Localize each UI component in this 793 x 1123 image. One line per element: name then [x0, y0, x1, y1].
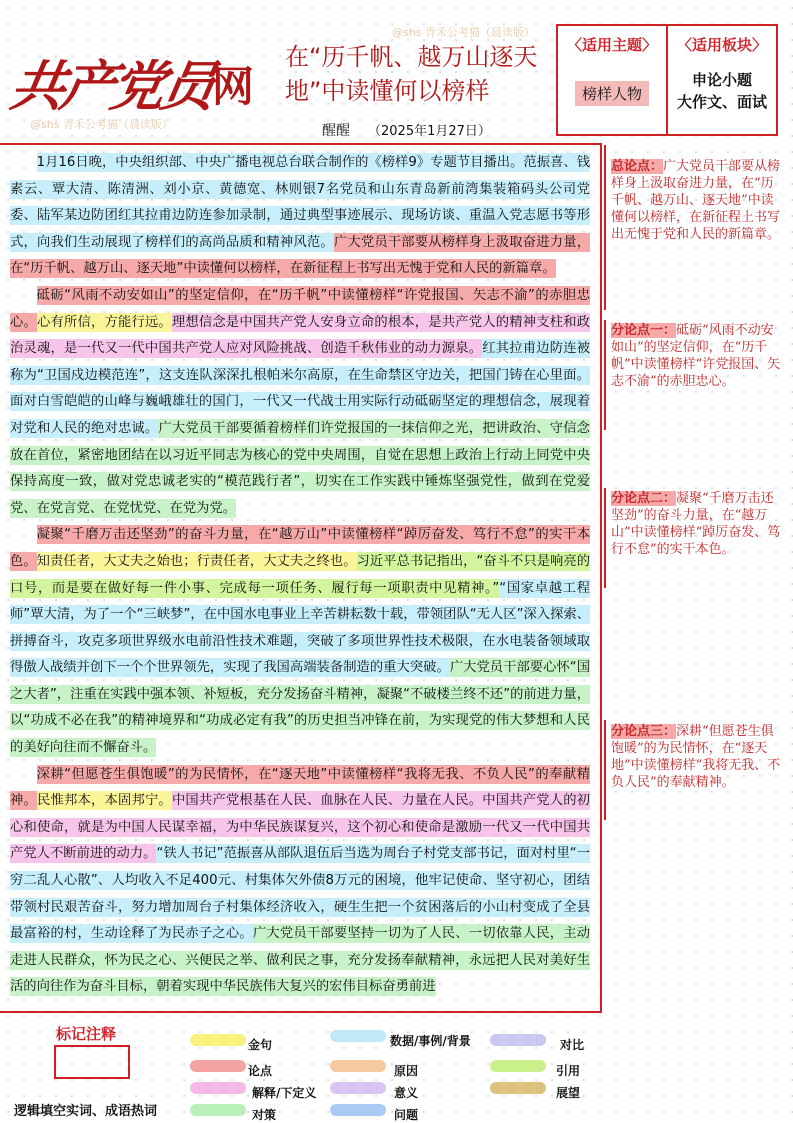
theme-value: 榜样人物: [575, 81, 649, 106]
highlight-fact: 红其拉甫边防连被称为“卫国戍边模范连”，这支连队深深扎根帕米尔高原，在生命禁区守边关，把国门铸在心里面。面对白雪皑皑的山峰与巍峨雄壮的国门，一代又一代战士用实际行动砥砺坚定的理想信念，展现着对党和人民的绝对忠诚。: [10, 341, 591, 436]
legend-label: 对策: [252, 1108, 277, 1122]
legend-label: 对比: [560, 1038, 585, 1052]
legend-note: 逻辑填空实词、成语热词: [14, 1104, 158, 1119]
legend-label: 原因: [394, 1064, 419, 1078]
legend-swatch: [490, 1082, 546, 1094]
paragraph: [10, 283, 590, 522]
watermark-bottom: @shs 青禾公考猫（晨读版）: [30, 118, 173, 131]
sub-point-2-label: 分论点二：: [611, 491, 677, 506]
legend-label: 展望: [556, 1086, 581, 1100]
legend-swatch: [330, 1104, 386, 1116]
summary-label: 总论点：: [611, 159, 664, 174]
legend-swatch: [190, 1034, 246, 1046]
side-divider: [604, 488, 606, 588]
paragraph: [10, 150, 590, 283]
sub-point-1: [611, 322, 781, 390]
board-line-1: 申论小题: [691, 71, 752, 89]
highlight-act: 广大党员干部要心怀“国之大者”，注重在实践中强本领、补短板，充分发扬奋斗精神，凝聚“不破楼兰终不还”的前进力量，以“功成不必在我”的精神境界和“功成必定有我”的历史担当冲锋在前，为实现党的伟大梦想和人民的美好向往而不懈奋斗。: [10, 660, 590, 756]
site-logo: [5, 44, 274, 122]
highlight-act: 广大党员干部要坚持一切为了人民、一切依靠人民，主动走进人民群众，怀为民之心、兴便民之举、做利民之事，充分发扬奉献精神，永远把人民对美好生活的向往作为奋斗目标，朝着实现中华民族伟大复兴的宏伟目标奋勇前进: [10, 926, 591, 995]
legend-label: 问题: [394, 1108, 419, 1122]
legend-label: 金句: [248, 1038, 273, 1052]
legend-swatch: [490, 1060, 546, 1072]
highlight-fact: “铁人书记”范振喜从部队退伍后当选为周台子村党支部书记，面对村里“一穷二乱人心散”、人均收入不足400元、村集体欠外债8万元的困境，他牢记使命、坚守初心，团结带领村民艰苦奋斗，努力增加周台子村集体经济收入，硬生生把一个贫困落后的小山村变成了全县最富裕的村，生动诠释了为民赤子之心。: [10, 846, 590, 942]
logo-suffix: 网: [212, 62, 255, 111]
logo-calligraphy: 共产党员: [5, 54, 218, 118]
legend-title: 标记注释: [56, 1025, 117, 1043]
sub-point-2: [611, 490, 781, 558]
board-column: [668, 26, 776, 134]
highlight-gold: 心有所信，方能行远。: [37, 314, 172, 330]
theme-column: [558, 26, 668, 134]
article-body: [10, 150, 590, 1001]
highlight-arg: 砥砺“风雨不动安如山”的坚定信仰，在“历千帆”中读懂榜样“许党报国、矢志不渝”的赤胆忠心。: [10, 287, 590, 330]
highlight-def: 中国共产党根基在人民、血脉在人民、力量在人民。中国共产党人的初心和使命，就是为中国人民谋幸福，为中华民族谋复兴，这个初心和使命是激励一代又一代中国共产党人不断前进的动力。: [10, 793, 591, 862]
summary-text: 广大党员干部要从榜样身上汲取奋进力量，在“历千帆、越万山、逐天地”中读懂何以榜样，在新征程上书写出无愧于党和人民的新篇章。: [611, 159, 781, 242]
legend-label: 解释/下定义: [252, 1086, 317, 1100]
highlight-arg: 深耕“但愿苍生俱饱暖”的为民情怀，在“逐天地”中读懂榜样“我将无我、不负人民”的奉献精神。: [10, 766, 590, 809]
side-divider: [604, 145, 606, 310]
side-divider: [604, 320, 606, 430]
legend-swatch: [330, 1060, 386, 1072]
highlight-arg: 广大党员干部要从榜样身上汲取奋进力量，在“历千帆、越万山、逐天地”中读懂何以榜样，在新征程上书写出无愧于党和人民的新篇章。: [10, 234, 591, 277]
legend-swatch: [190, 1060, 246, 1072]
sub-point-3: [611, 723, 781, 791]
sub-point-1-text: 砥砺“风雨不动安如山”的坚定信仰，在“历千帆”中读懂榜样“许党报国、矢志不渝”的赤胆忠心。: [611, 323, 781, 389]
paragraph: [10, 762, 590, 1001]
sub-point-2-text: 凝聚“千磨万击还坚劲”的奋斗力量，在“越万山”中读懂榜样“踔厉奋发、笃行不怠”的实干本色。: [611, 491, 781, 557]
author-line: [322, 120, 491, 140]
legend-label: 数据/事例/背景: [390, 1034, 471, 1048]
board-value: [668, 69, 776, 113]
highlight-fact: “国家卓越工程师”覃大清，为了一个“三峡梦”，在中国水电事业上辛苦耕耘数十载，带领团队“无人区”深入探索、拼搏奋斗，攻克多项世界级水电前沿性技术难题，突破了多项世界性技术极限，在水电装备领域取得傲人战绩并创下一个个世界领先，实现了我国高端装备制造的重大突破。: [10, 580, 590, 676]
topic-box: [556, 24, 778, 136]
highlight-gold: 民惟邦本，本固邦宁。: [37, 793, 172, 809]
legend-sample-box: [54, 1045, 130, 1079]
highlight-act: 广大党员干部要循着榜样们许党报国的一抹信仰之光，把讲政治、守信念放在首位，紧密地团结在以习近平同志为核心的党中央周围，自觉在思想上政治上行动上同党中央保持高度一致，做对党忠诚老实的“模范践行者”，切实在工作实践中锤炼坚强党性，做到在党爱党、在党言党、在党忧党、在党为党。: [10, 420, 590, 516]
legend-swatch: [190, 1082, 246, 1094]
publish-date: （2025年1月27日）: [368, 124, 491, 139]
paragraph: [10, 522, 590, 761]
highlight-arg: 凝聚“千磨万击还坚劲”的奋斗力量，在“越万山”中读懂榜样“踔厉奋发、笃行不怠”的实干本色。: [10, 527, 590, 569]
article-title: 在“历千帆、越万山逐天地”中读懂何以榜样: [285, 43, 538, 105]
author-name: 醒醒: [322, 123, 350, 139]
highlight-cite: 习近平总书记指出，“奋斗不只是响亮的口号，而是要在做好每一件小事、完成每一项任务、履行每一项职责中见精神。”: [10, 553, 590, 596]
highlight-gold: 知责任者，大丈夫之始也；行责任者，大丈夫之终也。: [36, 553, 357, 569]
board-line-2: 大作文、面试: [676, 93, 767, 111]
legend-label: 意义: [394, 1086, 419, 1100]
sub-point-3-label: 分论点三：: [611, 724, 677, 739]
sub-point-1-label: 分论点一：: [611, 323, 677, 338]
legend-swatch: [190, 1104, 246, 1116]
legend-label: 论点: [248, 1064, 273, 1078]
watermark-top: @shs 青禾公考猫（晨读版）: [392, 26, 535, 39]
side-divider: [604, 720, 606, 820]
highlight-def: 理想信念是中国共产党人安身立命的根本，是共产党人的精神支柱和政治灵魂，是一代又一代中国共产党人应对风险挑战、创造千秋伟业的动力源泉。: [10, 314, 591, 357]
board-header: 〈适用板块〉: [676, 36, 767, 54]
theme-header: 〈适用主题〉: [566, 36, 657, 54]
legend-swatch: [330, 1082, 386, 1094]
summary-point: [611, 158, 781, 243]
legend-swatch: [490, 1034, 546, 1046]
highlight-fact: 1月16日晚，中央组织部、中央广播电视总台联合制作的《榜样9》专题节目播出。范振喜、钱素云、覃大清、陈清洲、刘小京、黄德宽、林则银7名党员和山东青岛新前湾集装箱码头公司党委、陆军某边防团红其拉甫边防连参加录制，通过典型事迹展示、现场访谈、重温入党志愿书等形式，向我们生动展现了榜样们的高尚品质和精神风范。: [10, 155, 590, 250]
legend-swatch: [330, 1030, 386, 1042]
sub-point-3-text: 深耕“但愿苍生俱饱暖”的为民情怀，在“逐天地”中读懂榜样“我将无我、不负人民”的奉献精神。: [611, 724, 781, 790]
legend-label: 引用: [556, 1064, 581, 1078]
